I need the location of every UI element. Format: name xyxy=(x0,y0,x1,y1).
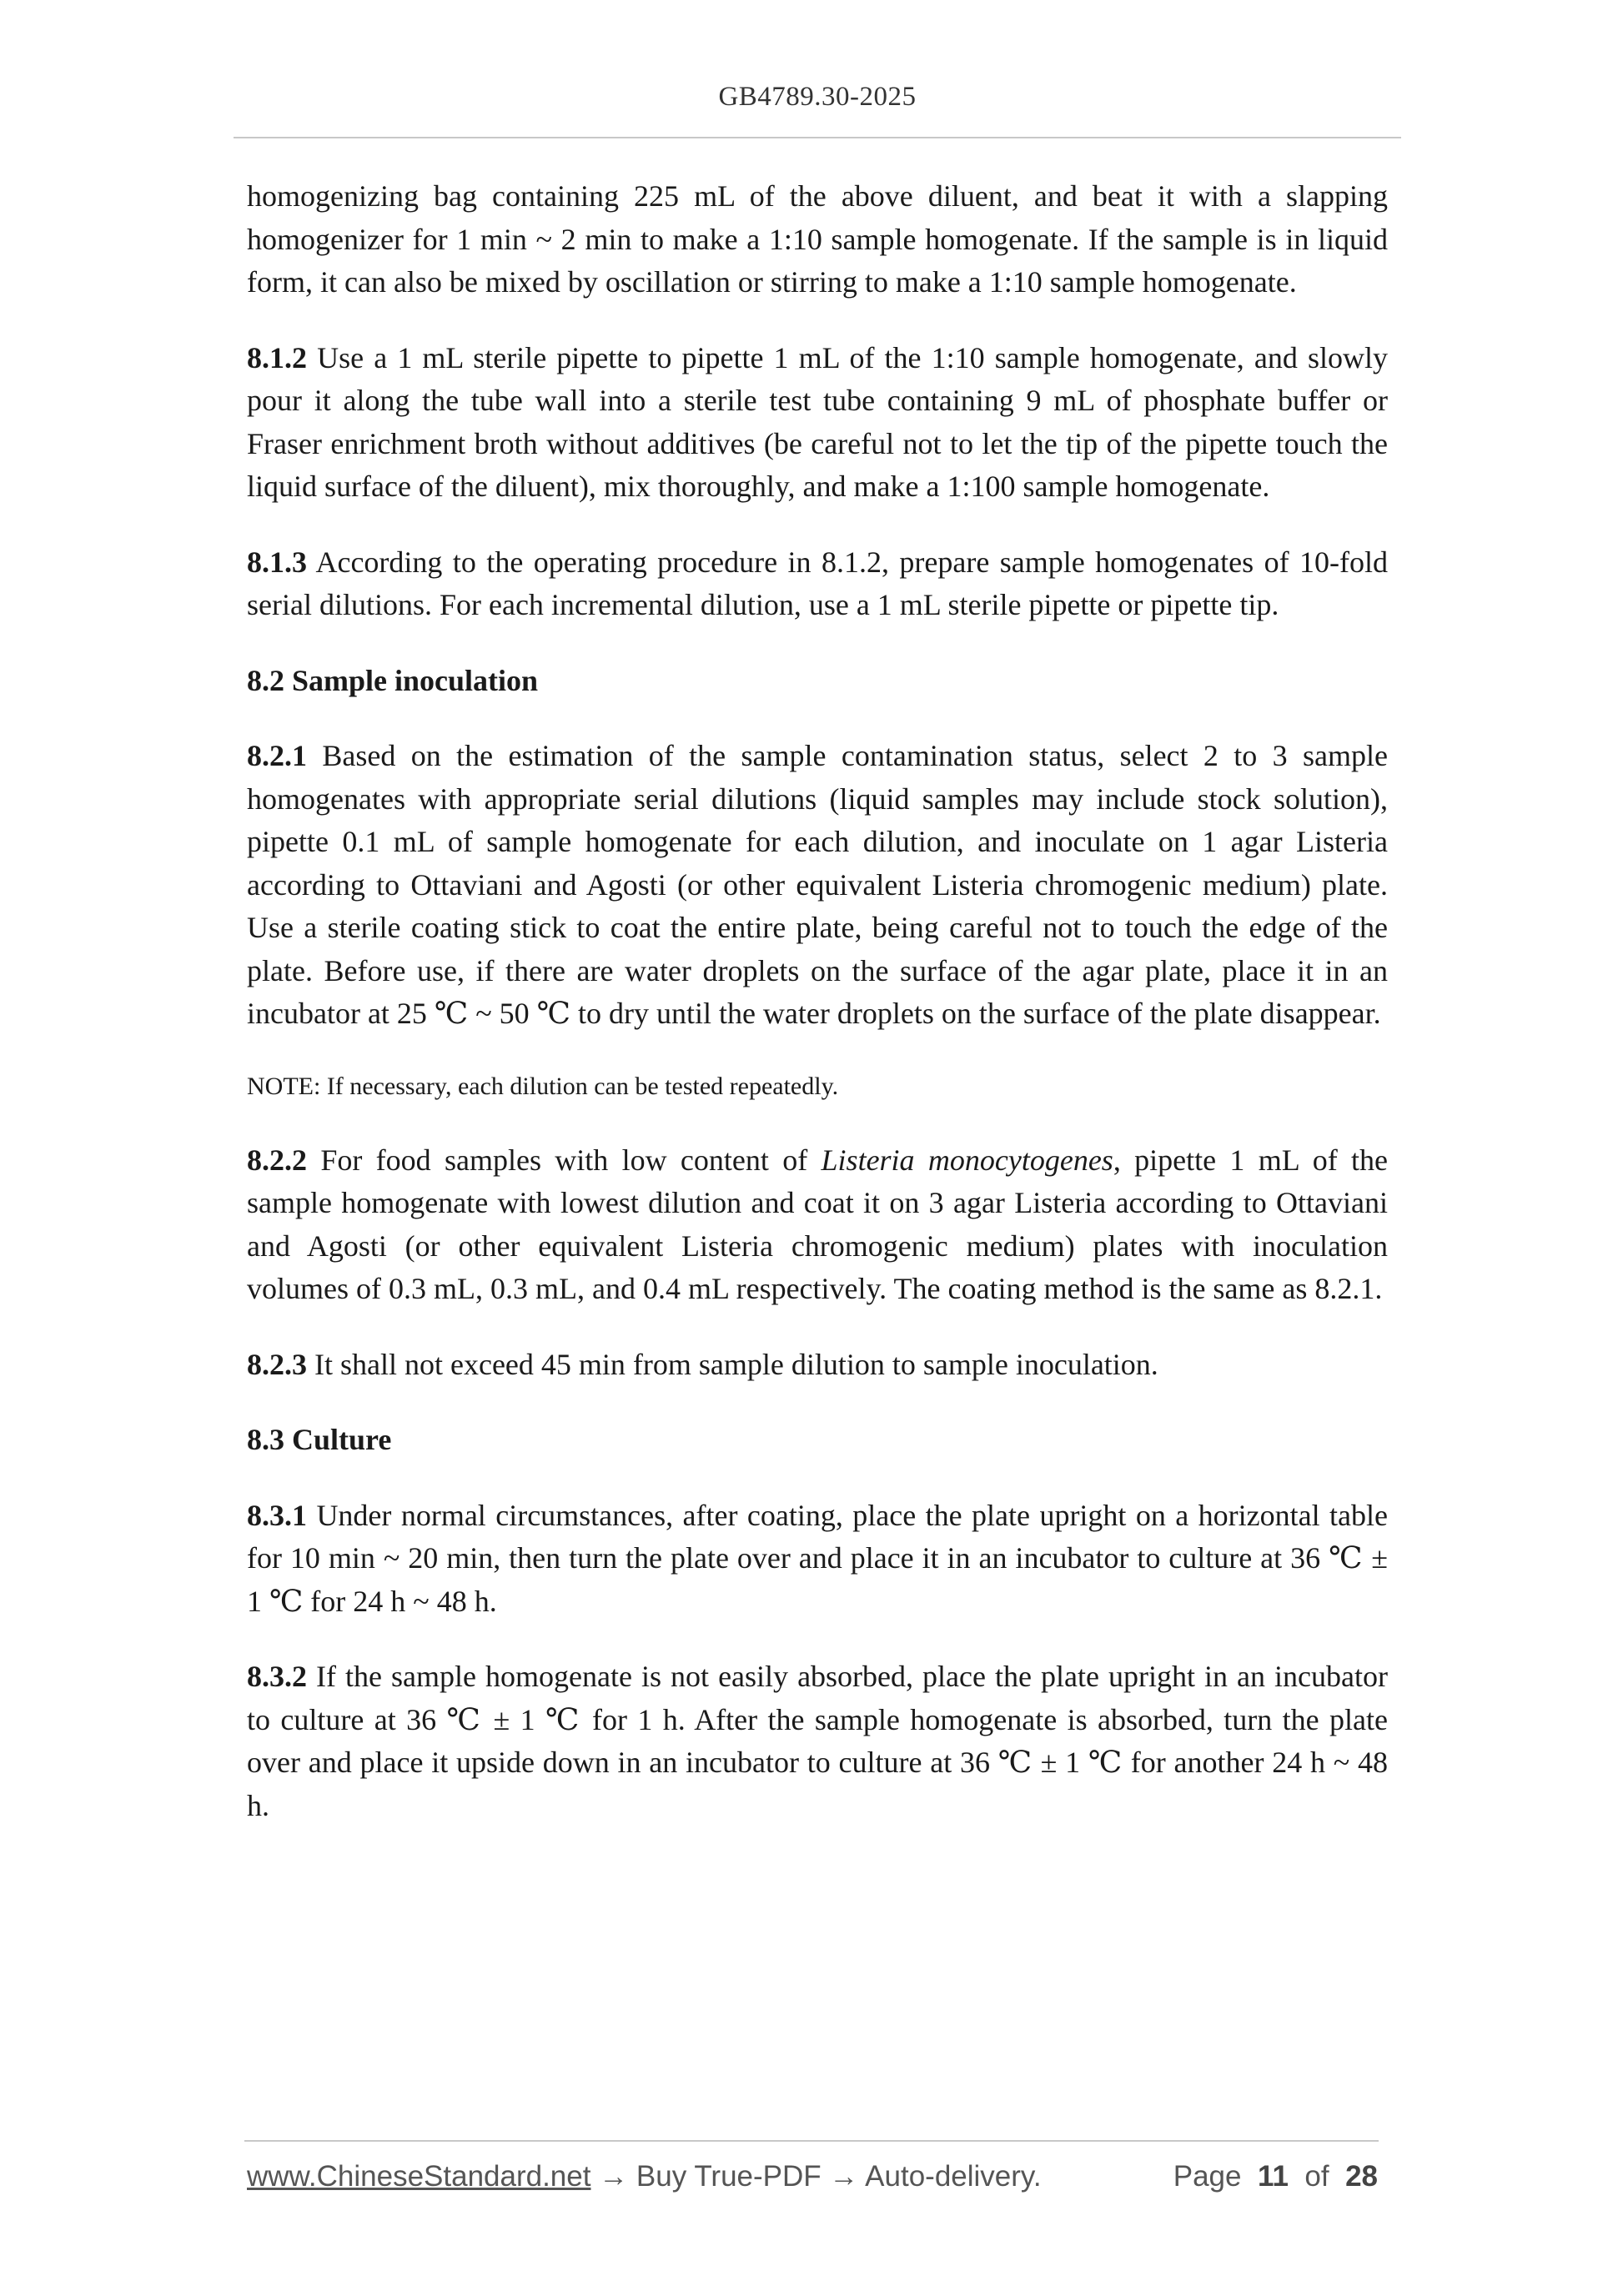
clause-8-3-2 xyxy=(247,1655,1388,1827)
page-of: of xyxy=(1304,2160,1329,2193)
clause-8-1-3 xyxy=(247,541,1388,627)
note: NOTE: If necessary, each dilution can be tested repeatedly. xyxy=(247,1072,839,1100)
clause-8-3-1 xyxy=(247,1495,1388,1624)
clause-text: For food samples with low content of xyxy=(320,1143,808,1177)
clause-8-2-2 xyxy=(247,1139,1388,1311)
clause-text: Based on the estimation of the sample contamination status, select 2 to 3 sample homogenates with appropriate serial dilutions (liquid samples may include stock solution), pipette 0.1 mL of sample homogenate for each dilution, and inoculate on 1 agar Listeria according to Ottaviani and Agosti (or other equivalent Listeria chromogenic medium) plate. Use a sterile coating stick to coat the entire plate, being careful not to touch the edge of the plate. Before use, if there are water droplets on the surface of the agar plate, place it in an incubator at 25 ℃ ~ 50 ℃ to dry until the water droplets on the surface of the plate disappear. xyxy=(247,739,1388,1030)
organism-name: Listeria monocytogenes xyxy=(821,1143,1113,1177)
header-divider xyxy=(234,137,1401,138)
clause-number: 8.2.3 xyxy=(247,1347,307,1381)
clause-text: According to the operating procedure in 8.1.2, prepare sample homogenates of 10-fold serial dilutions. For each incremental dilution, use a 1 mL sterile pipette or pipette tip. xyxy=(247,545,1388,621)
website-link[interactable]: www.ChineseStandard.net xyxy=(247,2160,591,2193)
section-heading-8-3: 8.3 Culture xyxy=(247,1423,392,1456)
clause-8-2-3 xyxy=(247,1344,1388,1387)
clause-number: 8.2.1 xyxy=(247,739,307,772)
page-footer xyxy=(247,2160,1381,2193)
clause-text: Use a 1 mL sterile pipette to pipette 1 mL of the 1:10 sample homogenate, and slowly pour it along the tube wall into a sterile test tube containing 9 mL of phosphate buffer or Fraser enrichment broth without additives (be careful not to let the tip of the pipette touch the liquid surface of the diluent), mix thoroughly, and make a 1:100 sample homogenate. xyxy=(247,340,1389,503)
clause-8-1-2 xyxy=(247,337,1388,509)
paragraph-continued: homogenizing bag containing 225 mL of the above diluent, and beat it with a slapping homogenizer for 1 min ~ 2 min to make a 1:10 sample homogenate. If the sample is in liquid form, it can also be mixed by oscillation or stirring to make a 1:10 sample homogenate. xyxy=(247,179,1388,299)
page-label: Page xyxy=(1173,2160,1242,2193)
clause-text: Under normal circumstances, after coating, place the plate upright on a horizontal table for 10 min ~ 20 min, then turn the plate over and place it in an incubator to culture at 36 ℃ ± 1 ℃ for 24 h ~ 48 h. xyxy=(247,1498,1389,1618)
page-indicator xyxy=(1173,2160,1378,2193)
clause-text: If the sample homogenate is not easily absorbed, place the plate upright in an incubator to culture at 36 ℃ ± 1 ℃ for 1 h. After the sample homogenate is absorbed, turn the plate over and place it upside down in an incubator to culture at 36 ℃ ± 1 ℃ for another 24 h ~ 48 h. xyxy=(247,1660,1389,1822)
section-heading-8-2: 8.2 Sample inoculation xyxy=(247,663,539,697)
page-total: 28 xyxy=(1345,2160,1378,2193)
footer-divider xyxy=(244,2140,1379,2142)
clause-number: 8.3.2 xyxy=(247,1660,307,1693)
clause-number: 8.1.3 xyxy=(247,545,307,579)
clause-number: 8.3.1 xyxy=(247,1498,307,1532)
document-body xyxy=(247,175,1388,1860)
clause-text: It shall not exceed 45 min from sample dilution to sample inoculation. xyxy=(314,1347,1158,1381)
clause-number: 8.2.2 xyxy=(247,1143,307,1177)
clause-text-rest: , pipette 1 mL of the sample homogenate with lowest dilution and coat it on 3 agar Listeria according to Ottaviani and Agosti (or other equivalent Listeria chromogenic medium) plates with inoculation volumes of 0.3 mL, 0.3 mL, and 0.4 mL respectively. The coating method is the same as 8.2.1. xyxy=(247,1143,1389,1305)
clause-number: 8.1.2 xyxy=(247,340,307,374)
clause-8-2-1 xyxy=(247,735,1388,1036)
document-header: GB4789.30-2025 xyxy=(718,82,917,112)
promo-text: → Buy True-PDF → Auto-delivery. xyxy=(599,2160,1042,2193)
page-current: 11 xyxy=(1257,2160,1289,2193)
